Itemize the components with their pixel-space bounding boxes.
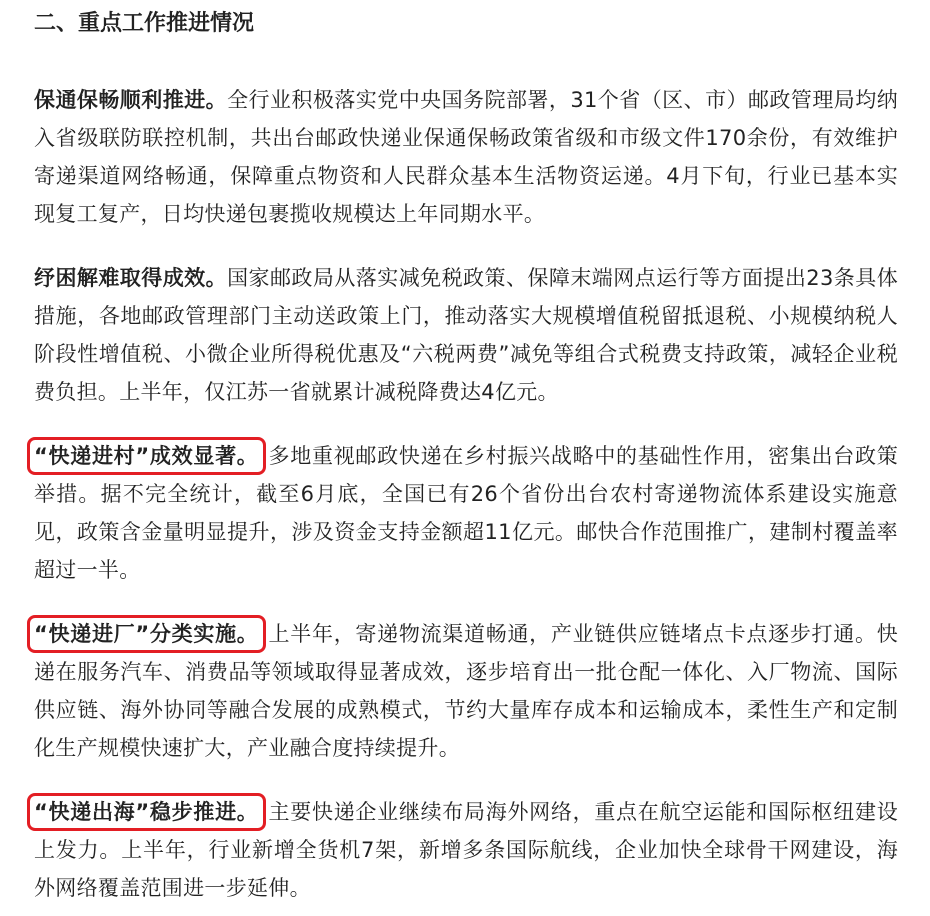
paragraph-kuaidi-jincun: [34, 437, 898, 589]
paragraph-lead: 纾困解难取得成效。: [34, 266, 228, 290]
paragraph-body: 多地重视邮政快递在乡村振兴战略中的基础性作用，密集出台政策举措。据不完全统计，截至6月底，全国已有26个省份出台农村寄递物流体系建设实施意见，政策含金量明显提升，涉及资金支持金额超11亿元。邮快合作范围推广，建制村覆盖率超过一半。: [34, 444, 898, 582]
paragraph-body: 全行业积极落实党中央国务院部署，31个省（区、市）邮政管理局均纳入省级联防联控机制，共出台邮政快递业保通保畅政策省级和市级文件170余份，有效维护寄递渠道网络畅通，保障重点物资和人民群众基本生活物资运递。4月下旬，行业已基本实现复工复产，日均快递包裹揽收规模达上年同期水平。: [34, 88, 898, 226]
paragraph-baotong: [34, 81, 898, 233]
section-heading: 二、重点工作推进情况: [34, 11, 255, 36]
highlighted-lead: “快递出海”稳步推进。: [34, 800, 259, 824]
paragraph-kuaidi-chuhai: [34, 793, 898, 907]
paragraph-kuaidi-jinchang: [34, 615, 898, 767]
article: [34, 0, 898, 907]
paragraph-body: 国家邮政局从落实减免税政策、保障末端网点运行等方面提出23条具体措施，各地邮政管理部门主动送政策上门，推动落实大规模增值税留抵退税、小规模纳税人阶段性增值税、小微企业所得税优惠及“六税两费”减免等组合式税费支持政策，减轻企业税费负担。上半年，仅江苏一省就累计减税降费达4亿元。: [34, 266, 898, 404]
paragraph-lead: 保通保畅顺利推进。: [34, 88, 228, 112]
highlighted-lead: “快递进村”成效显著。: [34, 444, 259, 468]
paragraph-shukun: [34, 259, 898, 411]
paragraph-body: 上半年，寄递物流渠道畅通，产业链供应链堵点卡点逐步打通。快递在服务汽车、消费品等领域取得显著成效，逐步培育出一批仓配一体化、入厂物流、国际供应链、海外协同等融合发展的成熟模式，节约大量库存成本和运输成本，柔性生产和定制化生产规模快速扩大，产业融合度持续提升。: [34, 622, 898, 760]
paragraph-body: 主要快递企业继续布局海外网络，重点在航空运能和国际枢纽建设上发力。上半年，行业新增全货机7架，新增多条国际航线，企业加快全球骨干网建设，海外网络覆盖范围进一步延伸。: [34, 800, 898, 900]
highlighted-lead: “快递进厂”分类实施。: [34, 622, 259, 646]
